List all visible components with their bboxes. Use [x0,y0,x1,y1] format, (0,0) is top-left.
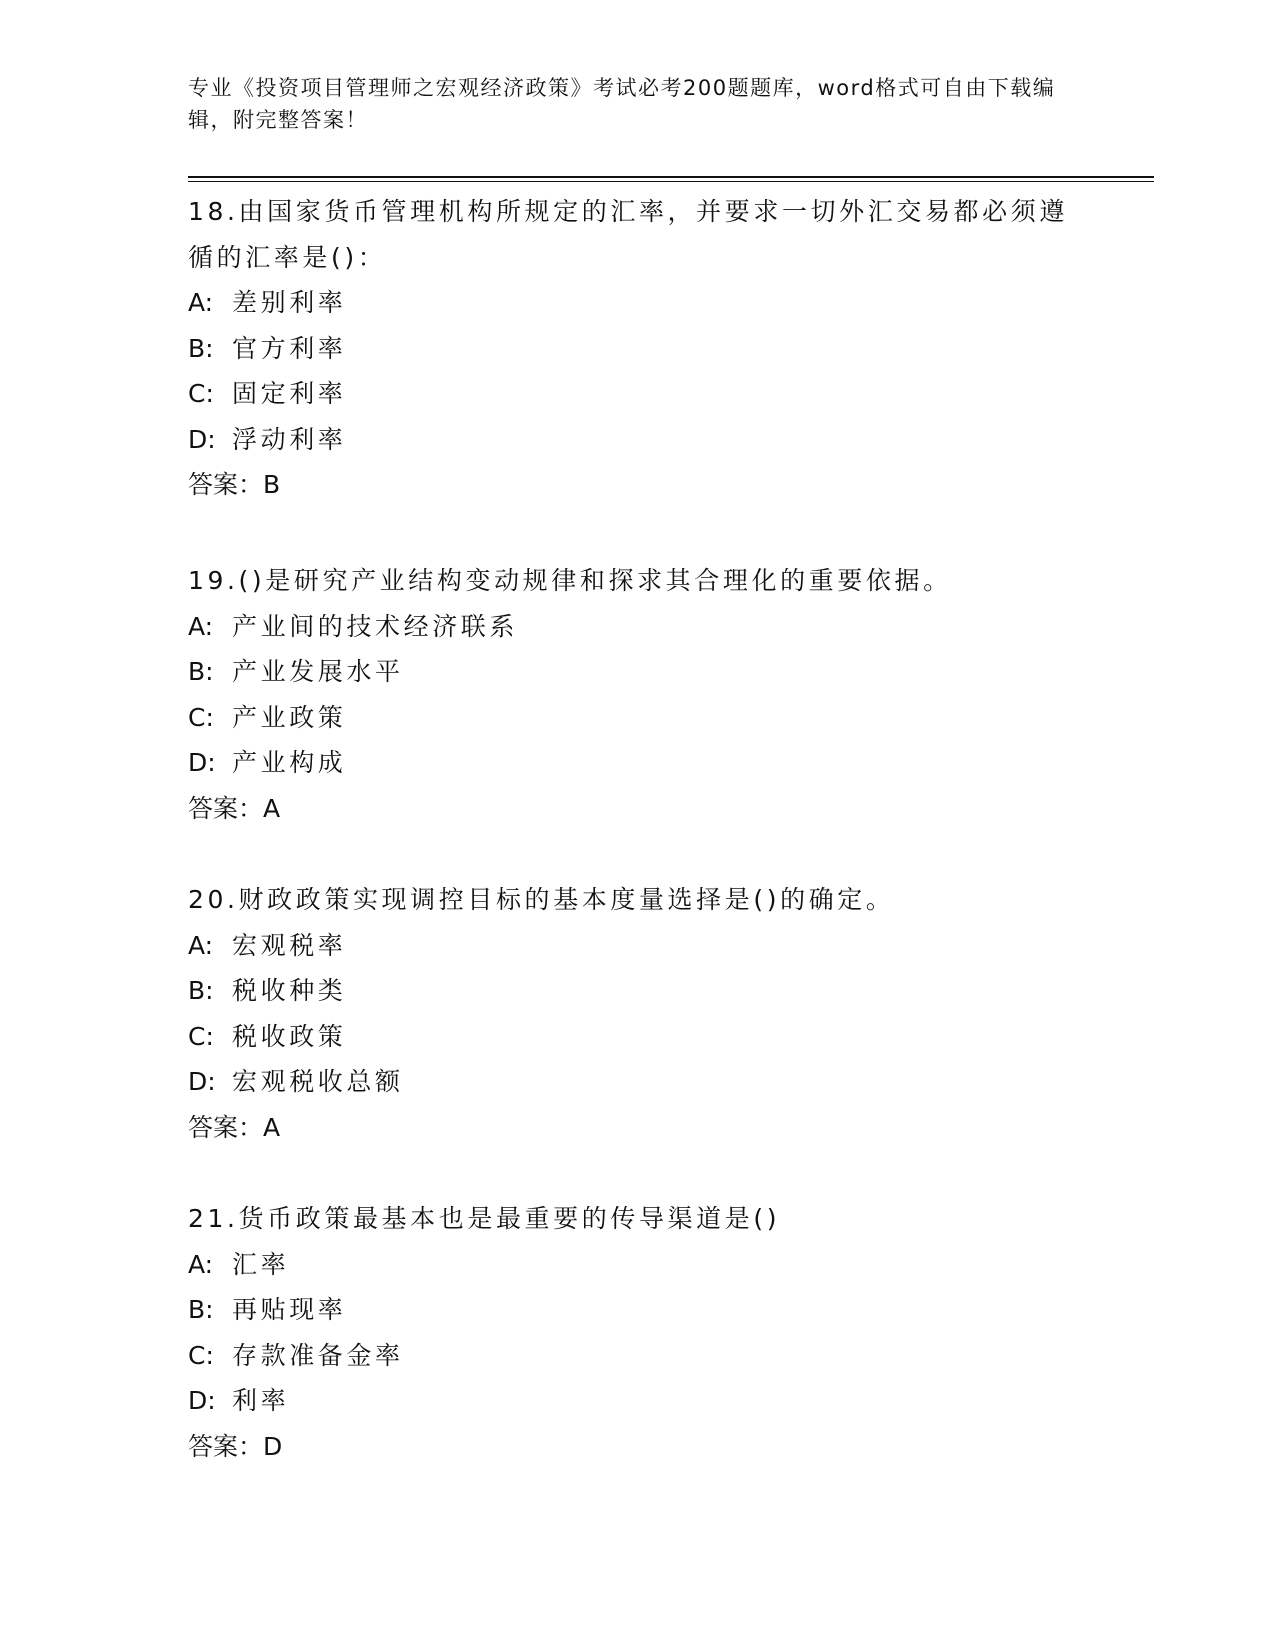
header-rule-thick [188,176,1154,178]
option-key: D: [188,1386,216,1415]
option-key: A: [188,288,214,317]
option-text: 产业政策 [232,702,347,732]
question-stem: 21.货币政策最基本也是最重要的传导渠道是() [188,1204,781,1233]
option-text: 利率 [232,1386,290,1415]
option-a [188,280,1088,326]
option-b [188,326,1088,372]
option-c [188,1333,1088,1379]
option-key: A: [188,1249,214,1279]
answer-line: 答案：B [188,470,281,499]
option-d [188,1378,1088,1424]
option-d [188,417,1088,463]
option-key: D: [188,424,216,454]
option-text: 汇率 [232,1249,290,1279]
question-stem: 19.()是研究产业结构变动规律和探求其合理化的重要依据。 [188,566,952,595]
option-b [188,968,1088,1014]
question-19 [188,558,1088,831]
option-text: 产业间的技术经济联系 [232,611,519,641]
option-key: C: [188,1340,214,1370]
option-c [188,695,1088,741]
option-d [188,740,1088,786]
option-text: 宏观税率 [232,930,347,960]
option-a [188,1242,1088,1288]
option-key: B: [188,976,214,1005]
option-key: B: [188,333,214,363]
option-text: 宏观税收总额 [232,1067,404,1096]
option-text: 存款准备金率 [232,1340,404,1370]
option-c [188,1014,1088,1060]
option-key: B: [188,1295,214,1324]
option-text: 浮动利率 [232,424,347,454]
option-key: A: [188,611,214,641]
option-key: D: [188,1067,216,1096]
option-text: 固定利率 [232,379,347,408]
option-text: 税收政策 [232,1021,347,1051]
question-stem: 20.财政政策实现调控目标的基本度量选择是()的确定。 [188,885,895,914]
option-a [188,604,1088,650]
option-text: 官方利率 [232,333,347,363]
option-c [188,371,1088,417]
option-d [188,1059,1088,1105]
document-header: 专业《投资项目管理师之宏观经济政策》考试必考200题题库，word格式可自由下载编辑，附完整答案！ [188,76,1056,132]
option-b [188,649,1088,695]
question-20 [188,877,1088,1150]
question-18 [188,189,1088,508]
option-text: 产业构成 [232,748,347,777]
question-21 [188,1196,1088,1469]
option-key: B: [188,657,214,686]
option-text: 税收种类 [232,976,347,1005]
question-stem: 18.由国家货币管理机构所规定的汇率，并要求一切外汇交易都必须遵循的汇率是()： [188,197,1068,272]
option-key: A: [188,930,214,960]
option-text: 差别利率 [232,288,347,317]
option-key: C: [188,702,214,732]
option-key: D: [188,748,216,777]
answer-line: 答案：A [188,1112,281,1142]
answer-line: 答案：A [188,793,281,823]
option-a [188,923,1088,969]
option-text: 产业发展水平 [232,657,404,686]
answer-line: 答案：D [188,1431,283,1461]
option-key: C: [188,379,214,408]
header-rule-thin [188,181,1154,182]
option-b [188,1287,1088,1333]
option-key: C: [188,1021,214,1051]
option-text: 再贴现率 [232,1295,347,1324]
